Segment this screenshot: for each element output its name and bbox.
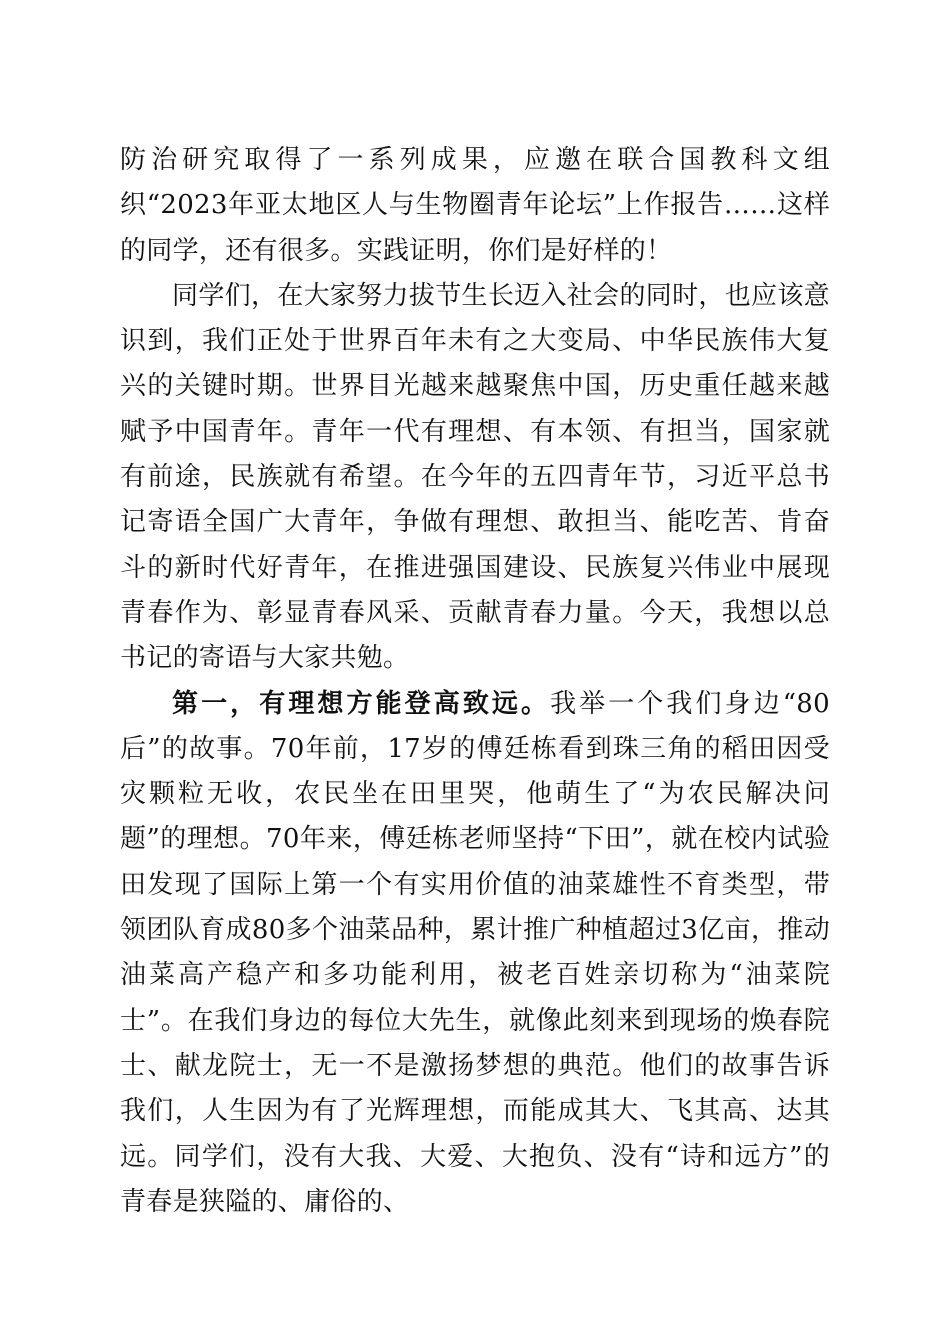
paragraph-3 [120, 682, 830, 1226]
paragraph-1 [120, 138, 830, 274]
paragraph-2-text: 同学们，在大家努力拔节生长迈入社会的同时，也应该意识到，我们正处于世界百年未有之大变局、中华民族伟大复兴的关键时期。世界目光越来越聚焦中国，历史重任越来越赋予中国青年。青年一代有理想、有本领、有担当，国家就有前途，民族就有希望。在今年的五四青年节，习近平总书记寄语全国广大青年，争做有理想、敢担当、能吃苦、肯奋斗的新时代好青年，在推进强国建设、民族复兴伟业中展现青春作为、彰显青春风采、贡献青春力量。今天，我想以总书记的寄语与大家共勉。 [120, 280, 830, 674]
paragraph-3-text: 我举一个我们身边“80后”的故事。70年前，17岁的傅廷栋看到珠三角的稻田因受灾颗粒无收，农民坐在田里哭，他萌生了“为农民解决问题”的理想。70年来，傅廷栋老师坚持“下田”，就在校内试验田发现了国际上第一个有实用价值的油菜雄性不育类型，带领团队育成80多个油菜品种，累计推广种植超过3亿亩，推动油菜高产稳产和多功能利用，被老百姓亲切称为“油菜院士”。在我们身边的每位大先生，就像此刻来到现场的焕春院士、献龙院士，无一不是激扬梦想的典范。他们的故事告诉我们，人生因为有了光辉理想，而能成其大、飞其高、达其远。同学们，没有大我、大爱、大抱负、没有“诗和远方”的青春是狭隘的、庸俗的、 [120, 688, 830, 1217]
paragraph-2 [120, 274, 830, 682]
paragraph-1-text: 防治研究取得了一系列成果，应邀在联合国教科文组织“2023年亚太地区人与生物圈青年论坛”上作报告……这样的同学，还有很多。实践证明，你们是好样的！ [120, 145, 830, 266]
document-body [120, 138, 830, 1225]
paragraph-3-heading: 第一，有理想方能登高致远。 [172, 688, 551, 719]
